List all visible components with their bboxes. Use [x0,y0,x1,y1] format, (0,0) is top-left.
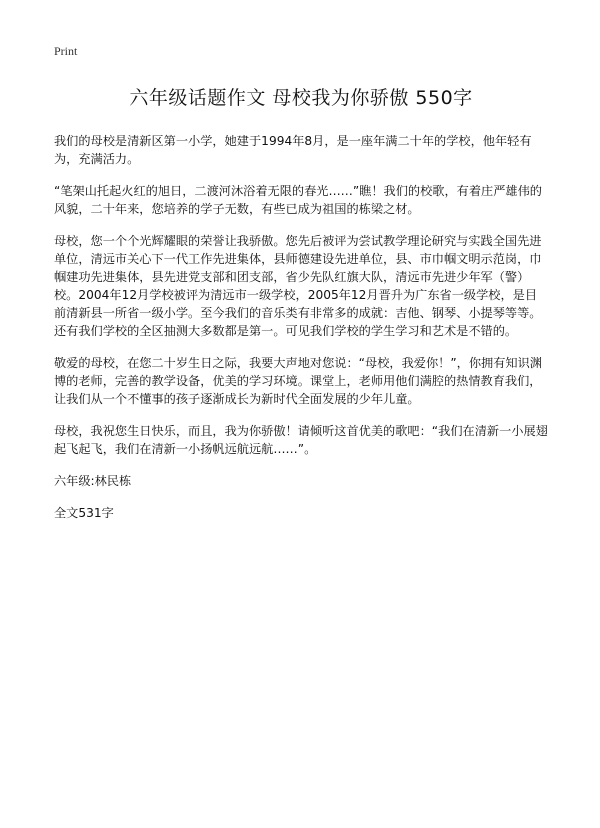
article-paragraph: “笔架山托起火红的旭日，二渡河沐浴着无限的春光……”瞧！我们的校歌，有着庄严雄伟的风貌，二十年来，您培养的学子无数，有些已成为祖国的栋梁之材。 [54,184,542,216]
article-paragraph: 母校，我祝您生日快乐，而且，我为你骄傲！请倾听这首优美的歌吧：“我们在清新一小展翅起飞起飞，我们在清新一小扬帆远航远航……”。 [54,424,548,456]
article-body [54,132,548,458]
article-paragraph: 母校，您一个个光辉耀眼的荣誉让我骄傲。您先后被评为尝试教学理论研究与实践全国先进单位，清远市关心下一代工作先进集体，县师德建设先进单位，县、市巾帼文明示范岗，巾帼建功先进集体，县先进党支部和团支部，省少先队红旗大队，清远市先进少年军（警）校。2004年12月学校被评为清远市一级学校，2005年12月晋升为广东省一级学校，是目前清新县一所省一级小学。至今我们的音乐类有非常多的成就：吉他、钢琴、小提琴等等。还有我们学校的全区抽测大多数都是第一。可见我们学校的学生学习和艺术是不错的。 [54,234,542,338]
article-paragraph: 我们的母校是清新区第一小学，她建于1994年8月，是一座年满二十年的学校，他年轻有为，充满活力。 [54,134,532,166]
article-paragraph: 敬爱的母校，在您二十岁生日之际，我要大声地对您说：“母校，我爱你！”，你拥有知识渊博的老师，完善的教学设备，优美的学习环境。课堂上，老师用他们满腔的热情教育我们，让我们从一个不懂事的孩子逐渐成长为新时代全面发展的少年儿童。 [54,356,542,406]
word-count: 全文531字 [54,506,114,520]
article-title: 六年级话题作文 母校我为你骄傲 550字 [129,87,473,109]
author-signature: 六年级:林民栋 [54,474,132,488]
print-link[interactable]: Print [54,44,78,58]
